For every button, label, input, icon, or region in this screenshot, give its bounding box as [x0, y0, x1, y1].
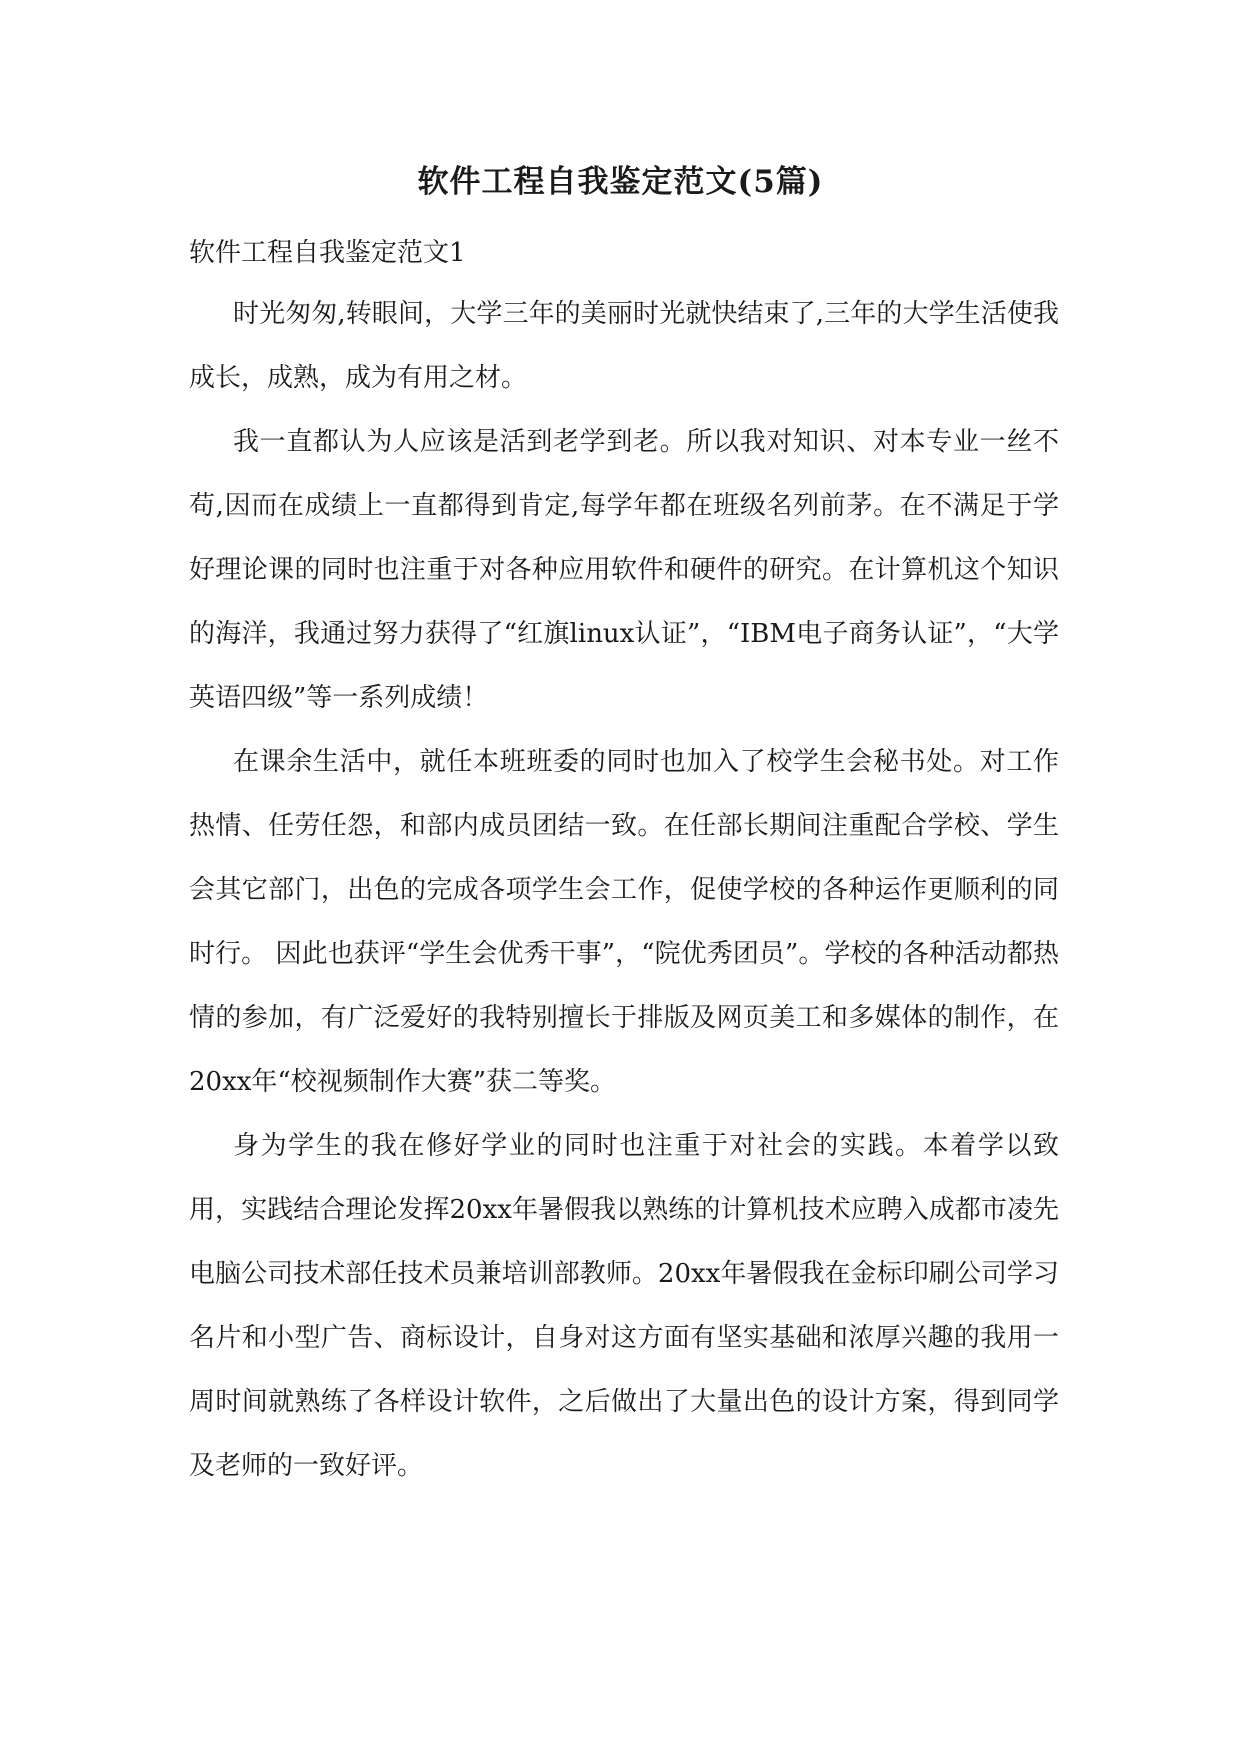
document-title: 软件工程自我鉴定范文(5篇) [417, 164, 824, 200]
paragraph-1: 时光匆匆,转眼间，大学三年的美丽时光就快结束了,三年的大学生活使我成长，成熟，成为有用之材。 [189, 299, 1059, 393]
document-body [189, 224, 1059, 1498]
paragraph-2: 我一直都认为人应该是活到老学到老。所以我对知识、对本专业一丝不苟,因而在成绩上一直都得到肯定,每学年都在班级名列前茅。在不满足于学好理论课的同时也注重于对各种应用软件和硬件的研究。在计算机这个知识的海洋，我通过努力获得了“红旗linux认证”，“IBM电子商务认证”，“大学英语四级”等一系列成绩！ [189, 427, 1059, 713]
paragraph-4: 身为学生的我在修好学业的同时也注重于对社会的实践。本着学以致用，实践结合理论发挥20xx年暑假我以熟练的计算机技术应聘入成都市凌先电脑公司技术部任技术员兼培训部教师。20xx年暑假我在金标印刷公司学习名片和小型广告、商标设计，自身对这方面有坚实基础和浓厚兴趣的我用一周时间就熟练了各样设计软件，之后做出了大量出色的设计方案，得到同学及老师的一致好评。 [189, 1131, 1059, 1481]
paragraph-3: 在课余生活中，就任本班班委的同时也加入了校学生会秘书处。对工作热情、任劳任怨，和部内成员团结一致。在任部长期间注重配合学校、学生会其它部门，出色的完成各项学生会工作，促使学校的各种运作更顺利的同时行。 因此也获评“学生会优秀干事”，“院优秀团员”。学校的各种活动都热情的参加，有广泛爱好的我特别擅长于排版及网页美工和多媒体的制作，在20xx年“校视频制作大赛”获二等奖。 [189, 747, 1059, 1097]
section-heading: 软件工程自我鉴定范文1 [189, 238, 466, 268]
